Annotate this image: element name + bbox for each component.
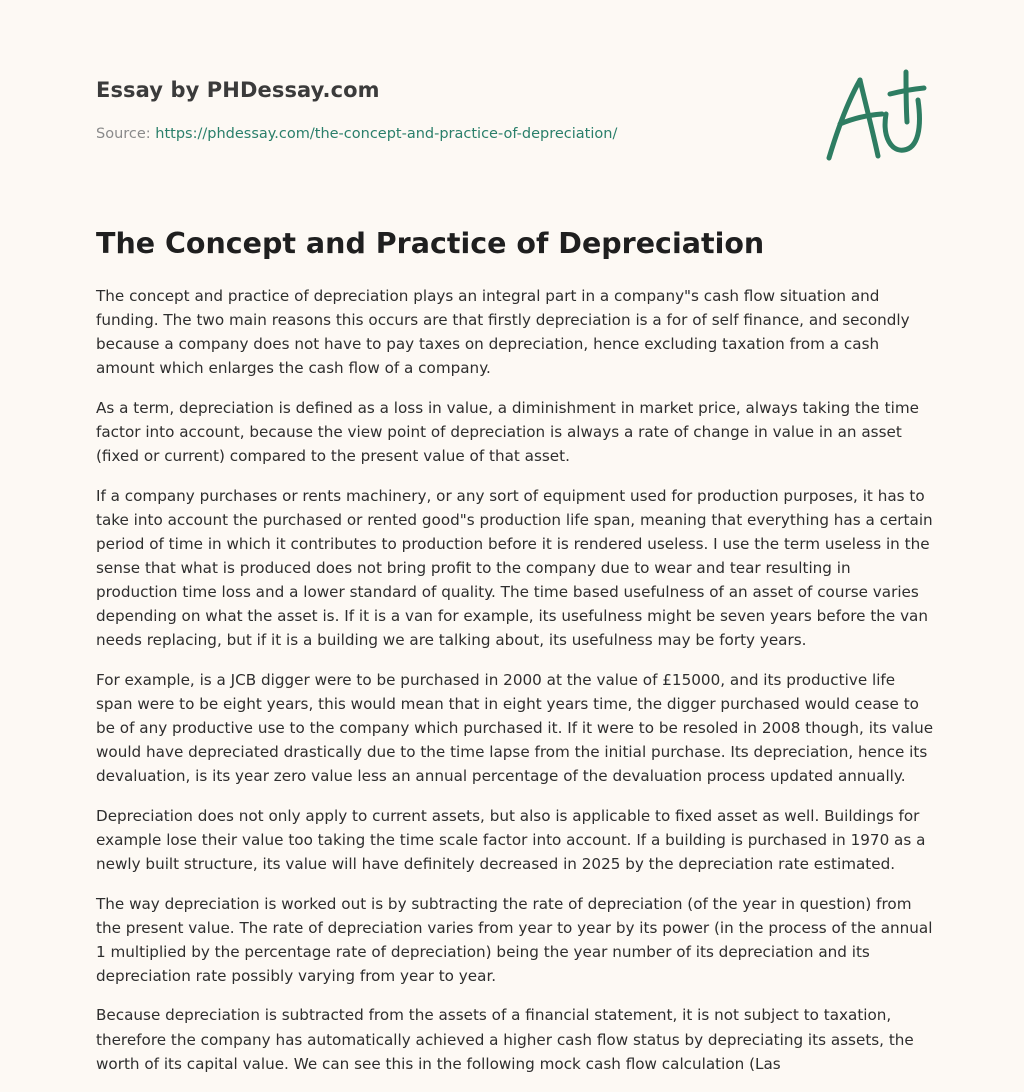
- page-header: [96, 76, 716, 144]
- essay-paragraph: Because depreciation is subtracted from the assets of a financial statement, it is not subject to taxation, therefore the company has automatically achieved a higher cash flow status by depreciating its assets, the worth of its capital value. We can see this in the following mock cash flow calculation (Las: [96, 1006, 914, 1073]
- logo-a-crossbar: [840, 114, 882, 124]
- essay-paragraph: The way depreciation is worked out is by subtracting the rate of depreciation (of the year in question) from the present value. The rate of depreciation varies from year to year by its power (in the process of the annual 1 multiplied by the percentage rate of depreciation) being the year number of its depreciation and its depreciation rate possibly varying from year to year.: [96, 894, 933, 985]
- logo-plus-vertical: [906, 72, 907, 122]
- essay-paragraph: If a company purchases or rents machinery, or any sort of equipment used for production purposes, it has to take into account the purchased or rented good"s production life span, meaning that everything has a certain period of time in which it contributes to production before it is rendered useless. I use the term useless in the sense that what is produced does not bring profit to the company due to wear and tear resulting in production time loss and a lower standard of quality. The time based usefulness of an asset of course varies depending on what the asset is. If it is a van for example, its usefulness might be seven years before the van needs replacing, but if it is a building we are talking about, its usefulness may be forty years.: [96, 486, 933, 650]
- source-line: [96, 124, 716, 144]
- site-brand: Essay by PHDessay.com: [96, 78, 380, 102]
- source-label: Source:: [96, 126, 156, 142]
- essay-paragraph: For example, is a JCB digger were to be purchased in 2000 at the value of £15000, and its productive life span were to be eight years, this would mean that in eight years time, the digger purchased would cease to be of any productive use to the company which purchased it. If it were to be resoled in 2008 though, its value would have depreciated drastically due to the time lapse from the initial purchase. Its depreciation, hence its devaluation, is its year zero value less an annual percentage of the devaluation process updated annually.: [96, 670, 934, 786]
- essay-paragraph: The concept and practice of depreciation plays an integral part in a company"s cash flow situation and funding. The two main reasons this occurs are that firstly depreciation is a for of self finance, and secondly because a company does not have to pay taxes on depreciation, hence excluding taxation from a cash amount which enlarges the cash flow of a company.: [96, 287, 910, 378]
- a-plus-logo-icon: [818, 66, 934, 168]
- essay-paragraph: As a term, depreciation is defined as a loss in value, a diminishment in market price, always taking the time factor into account, because the view point of depreciation is always a rate of change in value in an asset (fixed or current) compared to the present value of that asset.: [96, 398, 919, 466]
- logo-u-curve: [885, 100, 919, 150]
- source-link[interactable]: https://phdessay.com/the-concept-and-practice-of-depreciation/: [155, 126, 618, 142]
- essay-title: The Concept and Practice of Depreciation: [96, 227, 765, 260]
- essay-body: [96, 284, 936, 1091]
- essay-paragraph: Depreciation does not only apply to current assets, but also is applicable to fixed asset as well. Buildings for example lose their value too taking the time scale factor into account. If a building is purchased in 1970 as a newly built structure, its value will have definitely decreased in 2025 by the depreciation rate estimated.: [96, 806, 926, 873]
